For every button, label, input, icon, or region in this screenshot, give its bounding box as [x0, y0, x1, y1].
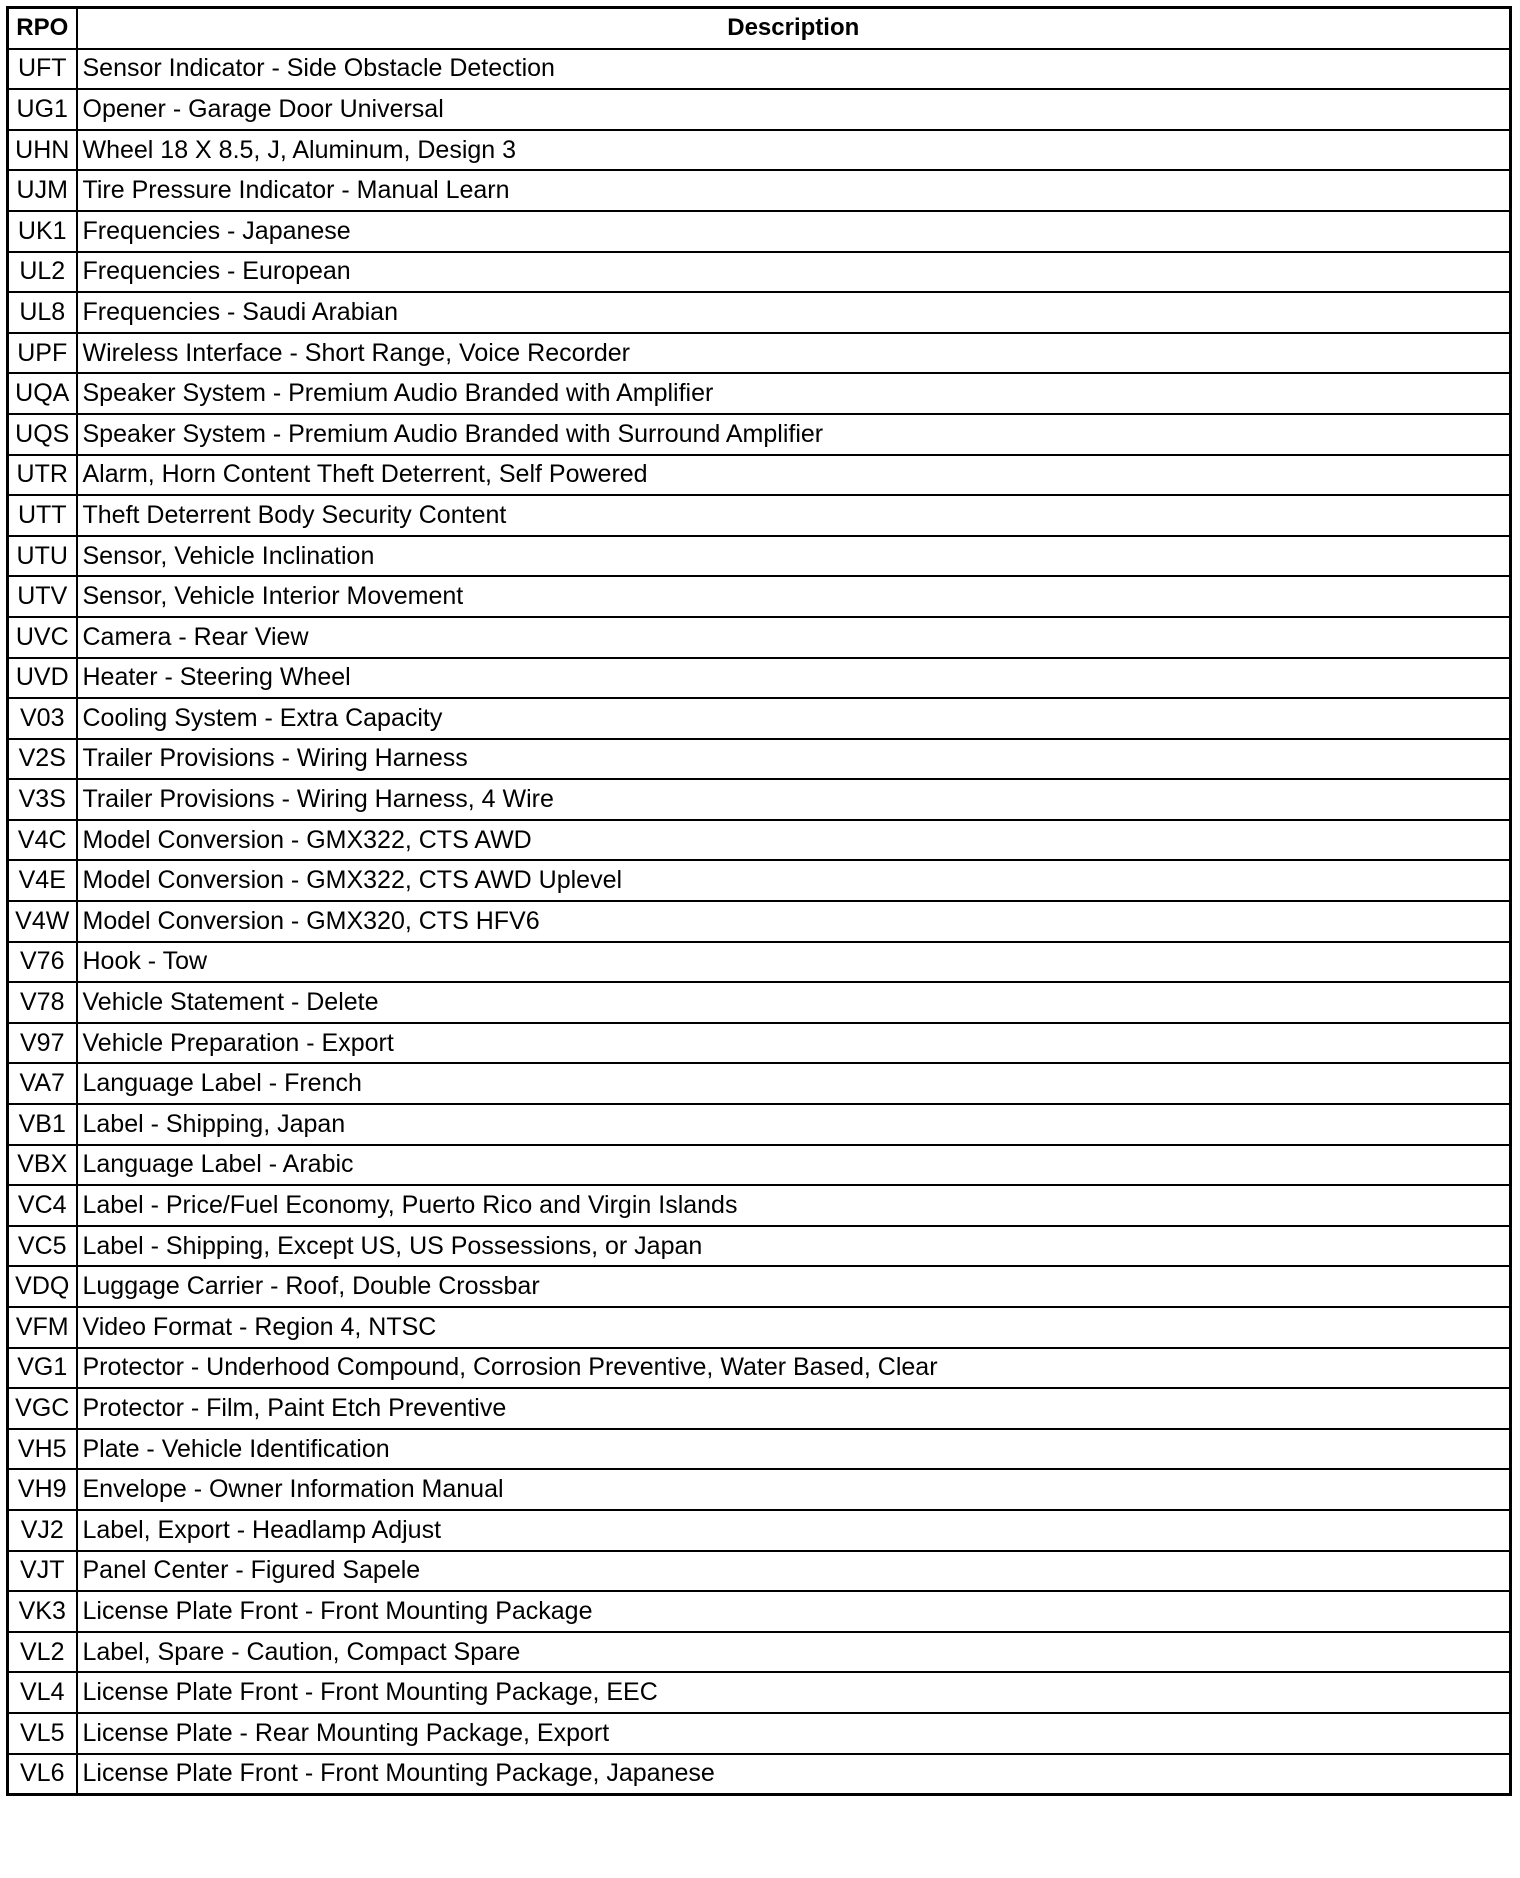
description-cell: Label, Spare - Caution, Compact Spare	[77, 1632, 1511, 1673]
rpo-code-cell: UL2	[8, 252, 77, 293]
rpo-code-cell: UHN	[8, 130, 77, 171]
rpo-code-cell: V03	[8, 698, 77, 739]
table-row	[8, 1104, 1511, 1145]
rpo-code-cell: V97	[8, 1023, 77, 1064]
table-row	[8, 455, 1511, 496]
rpo-code-cell: UQS	[8, 414, 77, 455]
table-row	[8, 820, 1511, 861]
table-row	[8, 130, 1511, 171]
table-row	[8, 495, 1511, 536]
rpo-column-header: RPO	[8, 8, 77, 49]
table-row	[8, 779, 1511, 820]
rpo-code-cell: UQA	[8, 373, 77, 414]
rpo-code-cell: V2S	[8, 739, 77, 780]
description-cell: Trailer Provisions - Wiring Harness	[77, 739, 1511, 780]
description-cell: Model Conversion - GMX322, CTS AWD	[77, 820, 1511, 861]
description-cell: License Plate Front - Front Mounting Package	[77, 1591, 1511, 1632]
description-cell: Speaker System - Premium Audio Branded with Amplifier	[77, 373, 1511, 414]
description-cell: Label - Price/Fuel Economy, Puerto Rico and Virgin Islands	[77, 1185, 1511, 1226]
table-row	[8, 1754, 1511, 1795]
table-row	[8, 1145, 1511, 1186]
table-row	[8, 1551, 1511, 1592]
description-cell: Speaker System - Premium Audio Branded with Surround Amplifier	[77, 414, 1511, 455]
description-cell: Sensor, Vehicle Inclination	[77, 536, 1511, 577]
description-cell: License Plate - Rear Mounting Package, Export	[77, 1713, 1511, 1754]
rpo-code-cell: UTU	[8, 536, 77, 577]
description-cell: Vehicle Statement - Delete	[77, 982, 1511, 1023]
rpo-code-cell: VL4	[8, 1672, 77, 1713]
rpo-code-cell: VBX	[8, 1145, 77, 1186]
table-row	[8, 901, 1511, 942]
table-row	[8, 1348, 1511, 1389]
description-cell: Frequencies - European	[77, 252, 1511, 293]
table-row	[8, 1185, 1511, 1226]
table-row	[8, 252, 1511, 293]
rpo-code-cell: V76	[8, 942, 77, 983]
description-cell: Frequencies - Saudi Arabian	[77, 292, 1511, 333]
rpo-code-cell: UVD	[8, 658, 77, 699]
rpo-code-cell: VL2	[8, 1632, 77, 1673]
table-row	[8, 942, 1511, 983]
table-row	[8, 698, 1511, 739]
rpo-code-cell: VG1	[8, 1348, 77, 1389]
rpo-code-cell: VK3	[8, 1591, 77, 1632]
table-row	[8, 536, 1511, 577]
description-cell: Panel Center - Figured Sapele	[77, 1551, 1511, 1592]
description-cell: Vehicle Preparation - Export	[77, 1023, 1511, 1064]
rpo-code-cell: VJT	[8, 1551, 77, 1592]
table-row	[8, 1226, 1511, 1267]
table-header-row	[8, 8, 1511, 49]
description-cell: Language Label - French	[77, 1063, 1511, 1104]
description-cell: Frequencies - Japanese	[77, 211, 1511, 252]
rpo-code-cell: VGC	[8, 1388, 77, 1429]
table-row	[8, 1510, 1511, 1551]
table-row	[8, 292, 1511, 333]
table-row	[8, 170, 1511, 211]
table-row	[8, 1713, 1511, 1754]
rpo-code-cell: VA7	[8, 1063, 77, 1104]
table-row	[8, 1469, 1511, 1510]
rpo-code-cell: VC5	[8, 1226, 77, 1267]
description-cell: Camera - Rear View	[77, 617, 1511, 658]
description-cell: Protector - Film, Paint Etch Preventive	[77, 1388, 1511, 1429]
table-row	[8, 576, 1511, 617]
rpo-code-cell: VL6	[8, 1754, 77, 1795]
table-row	[8, 1388, 1511, 1429]
table-row	[8, 89, 1511, 130]
description-cell: Trailer Provisions - Wiring Harness, 4 Wire	[77, 779, 1511, 820]
rpo-code-cell: VC4	[8, 1185, 77, 1226]
table-row	[8, 1591, 1511, 1632]
rpo-code-cell: V4W	[8, 901, 77, 942]
description-cell: Wireless Interface - Short Range, Voice Recorder	[77, 333, 1511, 374]
description-cell: Tire Pressure Indicator - Manual Learn	[77, 170, 1511, 211]
rpo-code-cell: UJM	[8, 170, 77, 211]
description-cell: Wheel 18 X 8.5, J, Aluminum, Design 3	[77, 130, 1511, 171]
description-cell: Sensor, Vehicle Interior Movement	[77, 576, 1511, 617]
table-row	[8, 1307, 1511, 1348]
description-cell: License Plate Front - Front Mounting Package, EEC	[77, 1672, 1511, 1713]
rpo-code-cell: UTT	[8, 495, 77, 536]
table-row	[8, 414, 1511, 455]
rpo-code-cell: UK1	[8, 211, 77, 252]
description-cell: Theft Deterrent Body Security Content	[77, 495, 1511, 536]
table-row	[8, 1023, 1511, 1064]
rpo-code-cell: UPF	[8, 333, 77, 374]
rpo-code-cell: UTR	[8, 455, 77, 496]
description-cell: Model Conversion - GMX320, CTS HFV6	[77, 901, 1511, 942]
rpo-code-cell: VH9	[8, 1469, 77, 1510]
table-row	[8, 982, 1511, 1023]
rpo-code-cell: UVC	[8, 617, 77, 658]
description-cell: Opener - Garage Door Universal	[77, 89, 1511, 130]
table-row	[8, 658, 1511, 699]
table-row	[8, 1266, 1511, 1307]
description-cell: Label - Shipping, Japan	[77, 1104, 1511, 1145]
description-cell: Sensor Indicator - Side Obstacle Detection	[77, 49, 1511, 90]
description-cell: Alarm, Horn Content Theft Deterrent, Self Powered	[77, 455, 1511, 496]
rpo-code-cell: V3S	[8, 779, 77, 820]
table-body	[8, 49, 1511, 1795]
table-row	[8, 1063, 1511, 1104]
description-cell: Label, Export - Headlamp Adjust	[77, 1510, 1511, 1551]
description-cell: Luggage Carrier - Roof, Double Crossbar	[77, 1266, 1511, 1307]
description-cell: Plate - Vehicle Identification	[77, 1429, 1511, 1470]
rpo-code-cell: UL8	[8, 292, 77, 333]
description-cell: Language Label - Arabic	[77, 1145, 1511, 1186]
description-column-header: Description	[77, 8, 1511, 49]
rpo-code-cell: V4E	[8, 860, 77, 901]
description-cell: Hook - Tow	[77, 942, 1511, 983]
description-cell: Model Conversion - GMX322, CTS AWD Uplevel	[77, 860, 1511, 901]
table-row	[8, 1672, 1511, 1713]
rpo-code-cell: UFT	[8, 49, 77, 90]
table-row	[8, 617, 1511, 658]
rpo-code-cell: VB1	[8, 1104, 77, 1145]
description-cell: Cooling System - Extra Capacity	[77, 698, 1511, 739]
rpo-code-cell: V78	[8, 982, 77, 1023]
table-row	[8, 373, 1511, 414]
rpo-code-cell: VH5	[8, 1429, 77, 1470]
rpo-code-cell: V4C	[8, 820, 77, 861]
rpo-code-cell: VL5	[8, 1713, 77, 1754]
table-row	[8, 860, 1511, 901]
table-row	[8, 333, 1511, 374]
description-cell: Protector - Underhood Compound, Corrosion Preventive, Water Based, Clear	[77, 1348, 1511, 1389]
rpo-code-cell: UTV	[8, 576, 77, 617]
description-cell: License Plate Front - Front Mounting Package, Japanese	[77, 1754, 1511, 1795]
description-cell: Label - Shipping, Except US, US Possessions, or Japan	[77, 1226, 1511, 1267]
table-row	[8, 211, 1511, 252]
table-row	[8, 1632, 1511, 1673]
rpo-table	[6, 6, 1512, 1796]
rpo-code-cell: VDQ	[8, 1266, 77, 1307]
table-row	[8, 49, 1511, 90]
description-cell: Video Format - Region 4, NTSC	[77, 1307, 1511, 1348]
rpo-code-cell: UG1	[8, 89, 77, 130]
table-row	[8, 1429, 1511, 1470]
rpo-code-cell: VFM	[8, 1307, 77, 1348]
description-cell: Envelope - Owner Information Manual	[77, 1469, 1511, 1510]
rpo-code-cell: VJ2	[8, 1510, 77, 1551]
table-row	[8, 739, 1511, 780]
description-cell: Heater - Steering Wheel	[77, 658, 1511, 699]
